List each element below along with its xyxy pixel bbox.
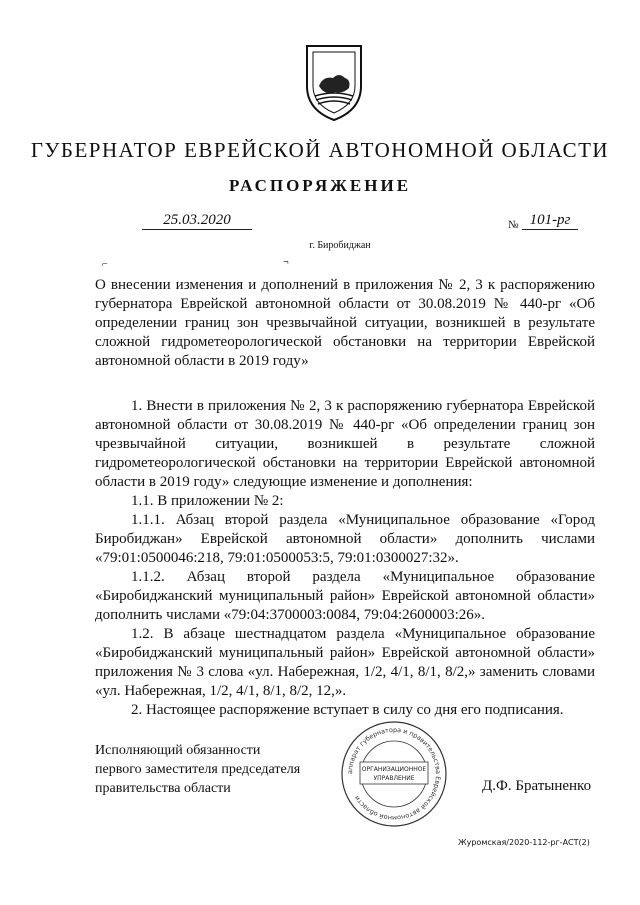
- number-label: №: [508, 219, 519, 231]
- stamp-center-line-2: УПРАВЛЕНИЕ: [373, 775, 415, 782]
- signer-position-line-3: правительства области: [95, 781, 231, 796]
- paragraph-1-1-1: 1.1.1. Абзац второй раздела «Муниципальное образование «Город Биробиджан» Еврейской автономной области» дополнить числами «79:01:0500046:218, 79:01:0500053:5, 79:01:0300027:32».: [95, 512, 595, 566]
- footer-reference: Журомская/2020-112-рг-АСТ(2): [458, 838, 590, 847]
- coat-of-arms-emblem: [299, 42, 369, 124]
- corner-mark-right: ¬: [283, 257, 289, 268]
- document-type: РАСПОРЯЖЕНИЕ: [228, 176, 412, 195]
- city-label: г. Биробиджан: [309, 240, 371, 251]
- document-date: 25.03.2020: [142, 212, 252, 230]
- paragraph-1: 1. Внести в приложения № 2, 3 к распоряжению губернатора Еврейской автономной области от 30.08.2019 № 440-рг «Об определении границ зон чрезвычайной ситуации, возникшей в результате сложной гидрометеорологической обстановки на территории Еврейской автономной области в 2019 году» следующие изменение и дополнения:: [95, 398, 595, 490]
- signer-position-line-2: первого заместителя председателя: [95, 762, 301, 777]
- corner-mark-left: ⌐: [102, 259, 108, 270]
- paragraph-1-2: 1.2. В абзаце шестнадцатом раздела «Муниципальное образование «Биробиджанский муниципальный район» Еврейской автономной области» приложения № 3 слова «ул. Набережная, 1/2, 4/1, 8/1, 8/2,» заменить словами «ул. Набережная, 1/2, 4/1, 8/1, 8/2, 12,».: [95, 626, 595, 699]
- signer-position: [95, 741, 300, 798]
- stamp-center-line-1: ОРГАНИЗАЦИОННОЕ: [361, 766, 427, 773]
- official-stamp: [338, 718, 450, 830]
- document-body: [95, 397, 595, 720]
- paragraph-1-1: 1.1. В приложении № 2:: [131, 493, 284, 509]
- stamp-ring-text: аппарат губернатора и правительства Еврейской автономной области: [345, 725, 443, 823]
- paragraph-2: 2. Настоящее распоряжение вступает в силу со дня его подписания.: [131, 702, 564, 718]
- document-number: 101-рг: [522, 212, 578, 230]
- signer-name: Д.Ф. Братыненко: [482, 778, 592, 794]
- paragraph-1-1-2: 1.1.2. Абзац второй раздела «Муниципальное образование «Биробиджанский муниципальный район» Еврейской автономной области» дополнить числами «79:04:3700003:0084, 79:04:2600003:26».: [95, 569, 595, 623]
- document-subject: О внесении изменения и дополнений в приложения № 2, 3 к распоряжению губернатора Еврейской автономной области от 30.08.2019 № 440-рг «Об определении границ зон чрезвычайной ситуации, возникшей в результате сложной гидрометеорологической обстановки на территории Еврейской автономной области в 2019 году»: [95, 277, 595, 369]
- signer-position-line-1: Исполняющий обязанности: [95, 743, 261, 758]
- governor-title: ГУБЕРНАТОР ЕВРЕЙСКОЙ АВТОНОМНОЙ ОБЛАСТИ: [30, 138, 610, 162]
